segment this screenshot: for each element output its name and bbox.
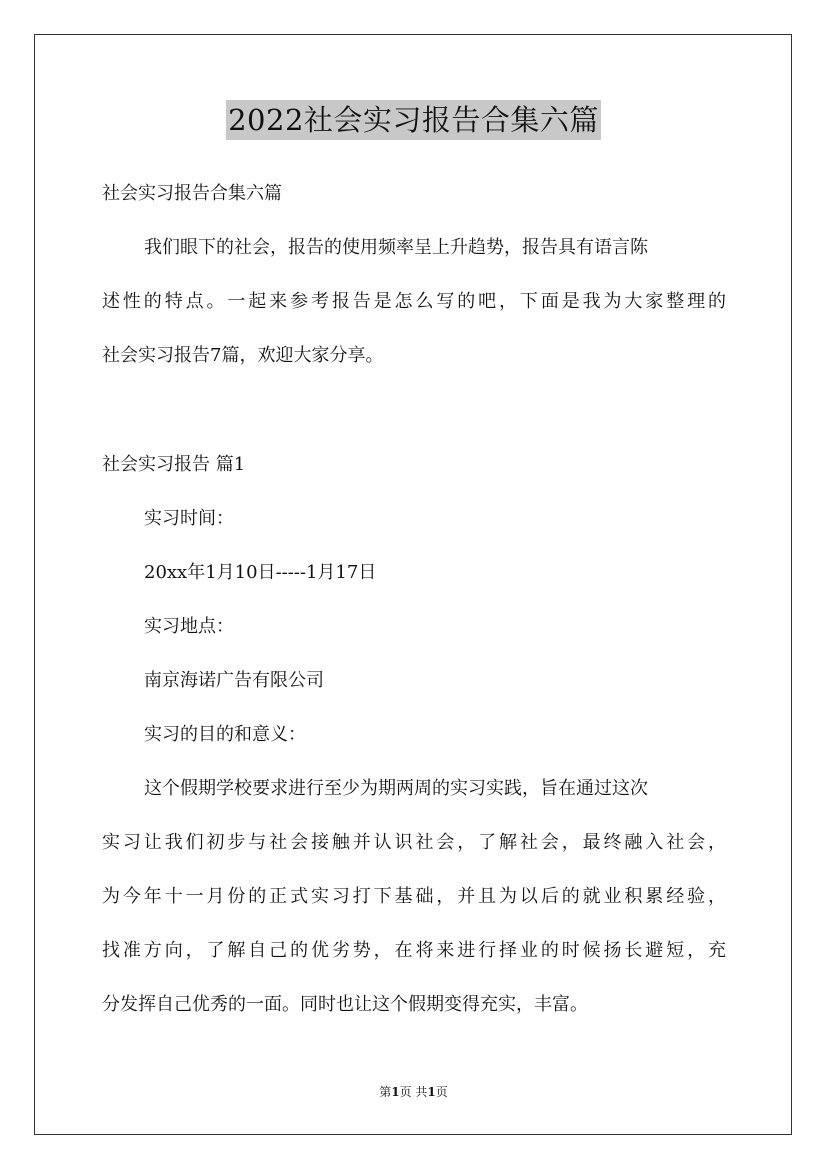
title-container bbox=[0, 100, 827, 140]
page-footer bbox=[0, 1084, 827, 1100]
time-value: 20xx年1月10日-----1月17日 bbox=[144, 562, 377, 583]
document-title: 2022社会实习报告合集六篇 bbox=[226, 100, 601, 140]
purpose-label: 实习的目的和意义： bbox=[144, 724, 306, 745]
purpose-line-5: 分发挥自己优秀的一面。同时也让这个假期变得充实，丰富。 bbox=[102, 994, 588, 1015]
footer-suffix: 页 bbox=[435, 1085, 448, 1099]
intro-line-1: 我们眼下的社会，报告的使用频率呈上升趋势，报告具有语言陈 bbox=[144, 237, 648, 258]
purpose-line-4: 找准方向，了解自己的优劣势，在将来进行择业的时候扬长避短，充 bbox=[102, 940, 726, 961]
footer-page-current: 1 bbox=[391, 1085, 400, 1099]
intro-line-2: 述性的特点。一起来参考报告是怎么写的吧，下面是我为大家整理的 bbox=[102, 291, 726, 312]
purpose-line-2: 实习让我们初步与社会接触并认识社会，了解社会，最终融入社会， bbox=[102, 832, 726, 853]
section-heading: 社会实习报告 篇1 bbox=[102, 454, 246, 475]
intro-line-3: 社会实习报告7篇，欢迎大家分享。 bbox=[102, 345, 384, 366]
place-value: 南京海诺广告有限公司 bbox=[144, 670, 324, 691]
document-subtitle: 社会实习报告合集六篇 bbox=[102, 183, 282, 204]
place-label: 实习地点： bbox=[144, 616, 234, 637]
purpose-line-3: 为今年十一月份的正式实习打下基础，并且为以后的就业积累经验， bbox=[102, 886, 726, 907]
footer-mid: 页 共 bbox=[399, 1085, 428, 1099]
time-label: 实习时间： bbox=[144, 508, 234, 529]
footer-prefix: 第 bbox=[379, 1085, 392, 1099]
footer-page-total: 1 bbox=[427, 1085, 436, 1099]
purpose-line-1: 这个假期学校要求进行至少为期两周的实习实践，旨在通过这次 bbox=[144, 778, 648, 799]
